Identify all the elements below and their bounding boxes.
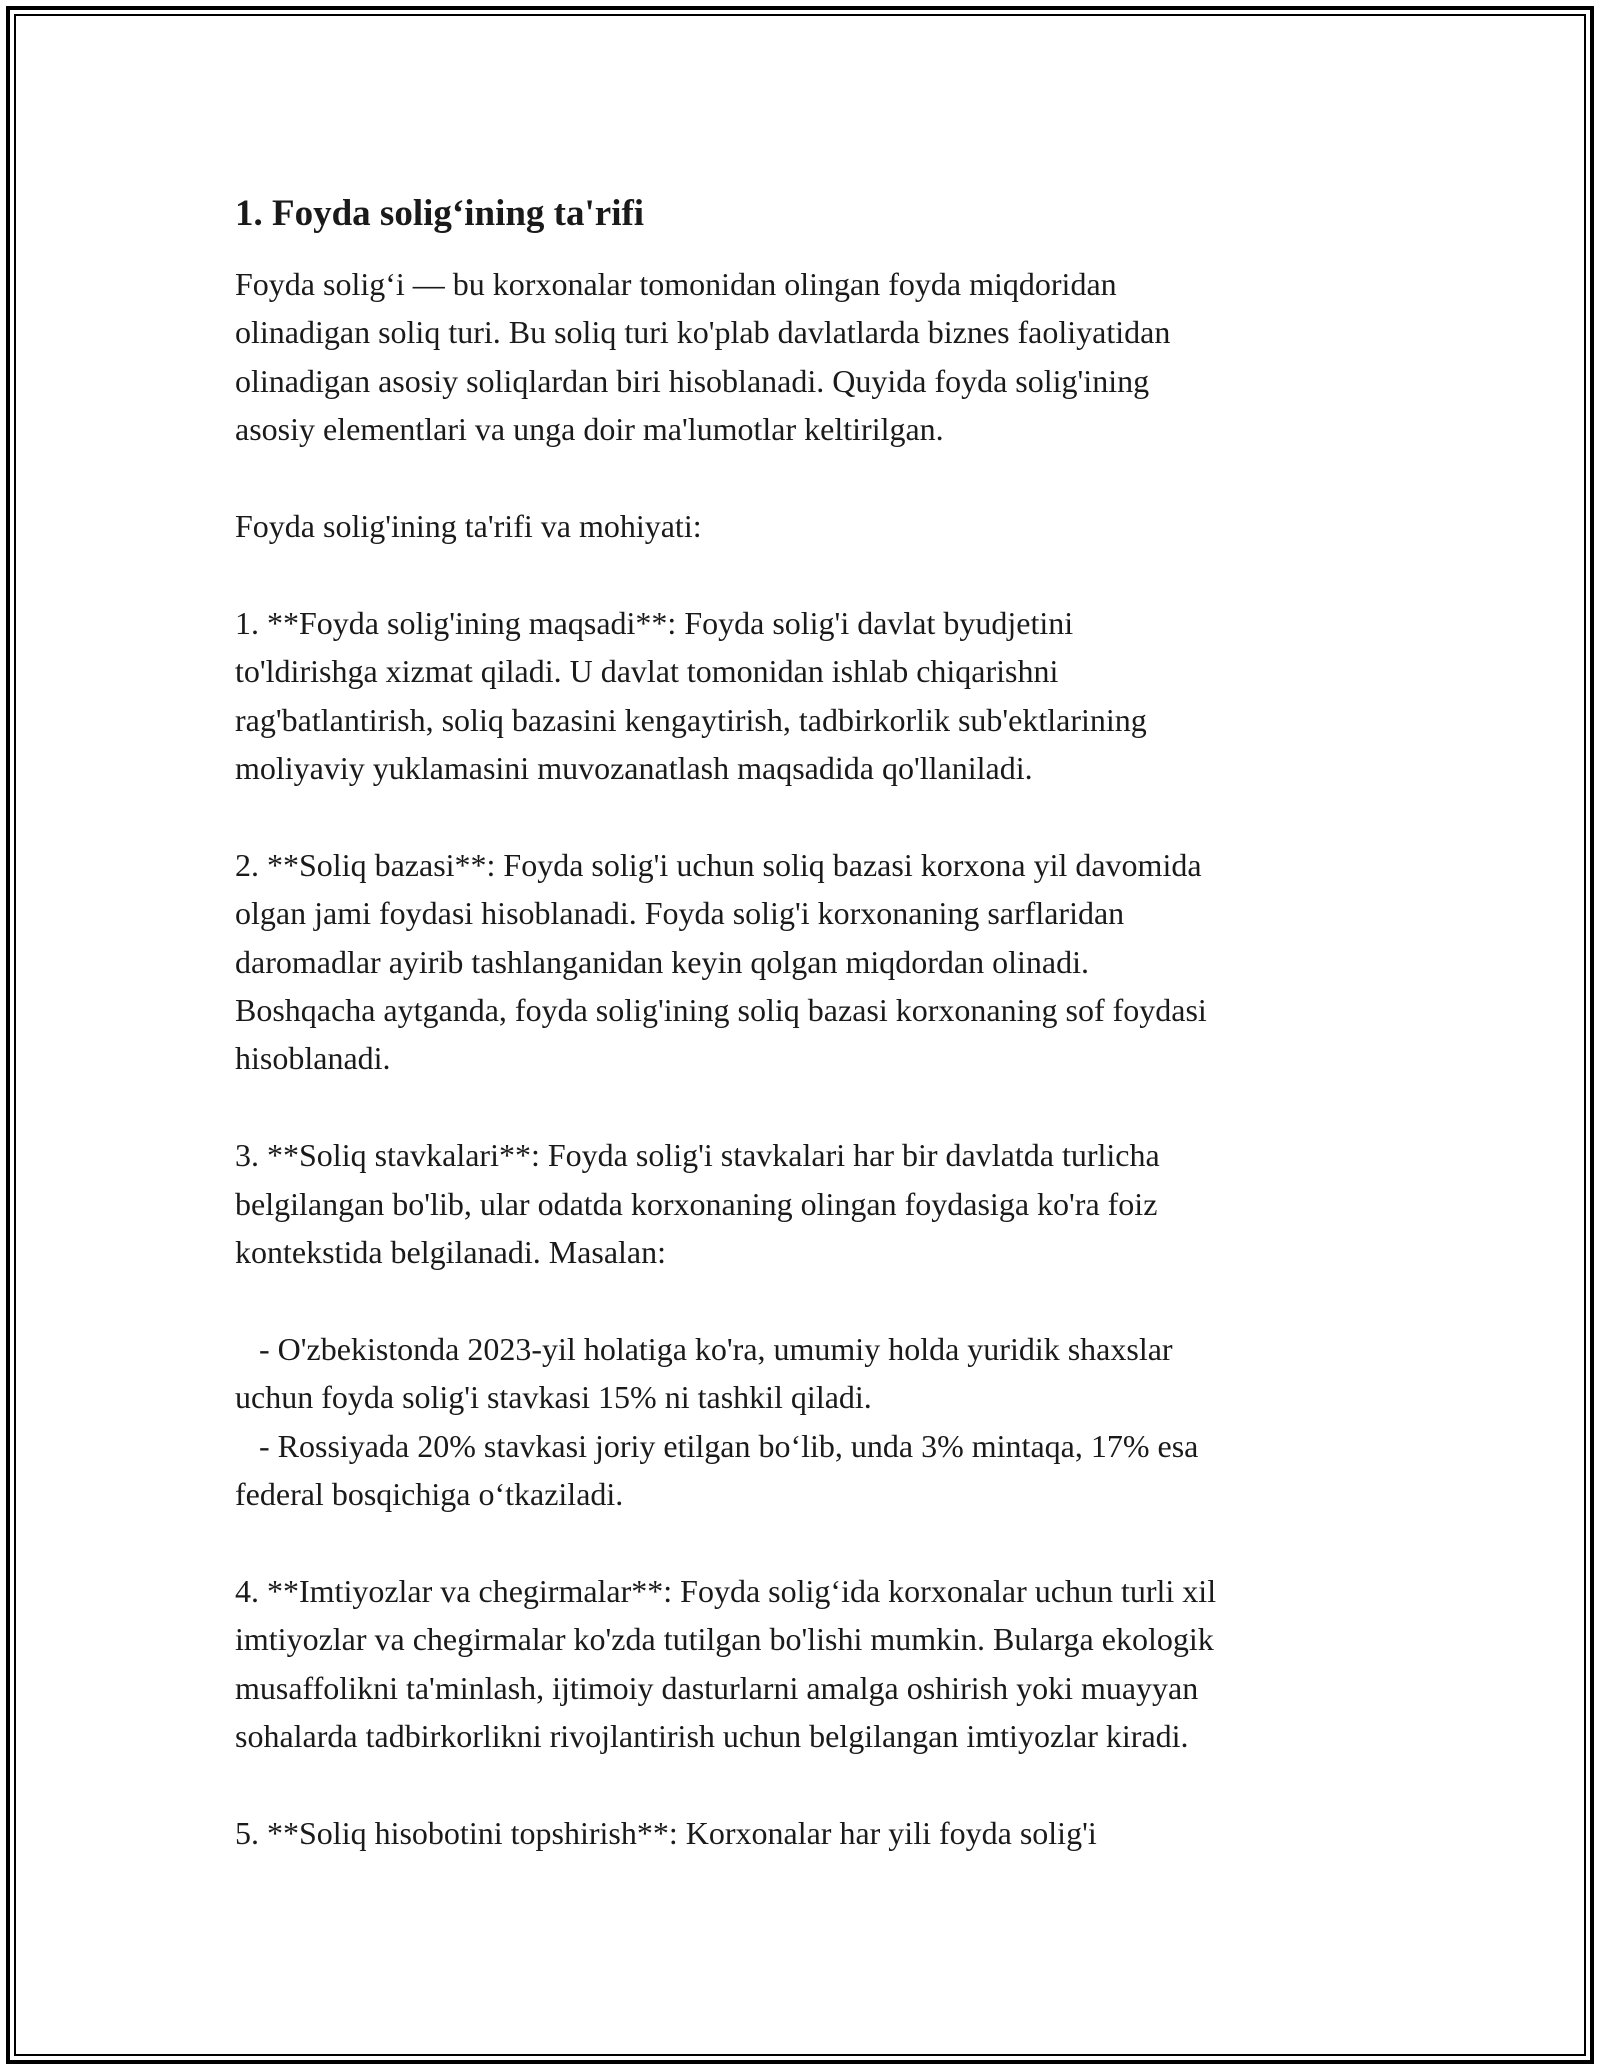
text-line: moliyaviy yuklamasini muvozanatlash maqsadida qo'llaniladi. [235,750,1033,787]
paragraph [235,841,1375,1083]
text-line: - Rossiyada 20% stavkasi joriy etilgan bo‘lib, unda 3% mintaqa, 17% esa [235,1427,1199,1464]
paragraph [235,502,1375,550]
paragraph [235,1809,1375,1857]
text-line: rag'batlantirish, soliq bazasini kengaytirish, tadbirkorlik sub'ektlarining [235,701,1147,738]
paragraph [235,1131,1375,1276]
text-line: to'ldirishga xizmat qiladi. U davlat tomonidan ishlab chiqarishni [235,653,1059,690]
text-line: uchun foyda solig'i stavkasi 15% ni tashkil qiladi. [235,1379,872,1416]
text-line: olgan jami foydasi hisoblanadi. Foyda solig'i korxonaning sarflaridan [235,895,1125,932]
text-line: - O'zbekistonda 2023-yil holatiga ko'ra, umumiy holda yuridik shaxslar [235,1330,1173,1367]
paragraph [235,599,1375,793]
paragraph [235,1567,1375,1761]
text-line: daromadlar ayirib tashlanganidan keyin qolgan miqdordan olinadi. [235,943,1089,980]
text-line: musaffolikni ta'minlash, ijtimoiy dasturlarni amalga oshirish yoki muayyan [235,1669,1199,1706]
text-line: 5. **Soliq hisobotini topshirish**: Korxonalar har yili foyda solig'i [235,1814,1097,1851]
page-title: 1. Foyda solig‘ining ta'rifi [235,193,645,234]
text-line: 2. **Soliq bazasi**: Foyda solig'i uchun soliq bazasi korxona yil davomida [235,846,1202,883]
text-line: hisoblanadi. [235,1040,391,1077]
paragraph [235,260,1375,454]
paragraph-list [235,260,1375,1857]
text-line: olinadigan soliq turi. Bu soliq turi ko'plab davlatlarda biznes faoliyatidan [235,314,1171,351]
text-line: Foyda solig‘i — bu korxonalar tomonidan olingan foyda miqdoridan [235,266,1117,302]
text-line: Foyda solig'ining ta'rifi va mohiyati: [235,508,702,545]
text-line: kontekstida belgilanadi. Masalan: [235,1234,666,1271]
text-line: belgilangan bo'lib, ular odatda korxonaning olingan foydasiga ko'ra foiz [235,1185,1158,1222]
paragraph [235,1325,1375,1519]
document-body [235,188,1375,1906]
text-line: 4. **Imtiyozlar va chegirmalar**: Foyda solig‘ida korxonalar uchun turli xil [235,1572,1217,1609]
text-line: federal bosqichiga o‘tkaziladi. [235,1476,624,1513]
text-line: 3. **Soliq stavkalari**: Foyda solig'i stavkalari har bir davlatda turlicha [235,1137,1160,1174]
text-line: imtiyozlar va chegirmalar ko'zda tutilgan bo'lishi mumkin. Bularga ekologik [235,1621,1214,1658]
text-line: olinadigan asosiy soliqlardan biri hisoblanadi. Quyida foyda solig'ining [235,362,1150,399]
text-line: asosiy elementlari va unga doir ma'lumotlar keltirilgan. [235,411,944,448]
text-line: 1. **Foyda solig'ining maqsadi**: Foyda solig'i davlat byudjetini [235,604,1074,641]
text-line: sohalarda tadbirkorlikni rivojlantirish uchun belgilangan imtiyozlar kiradi. [235,1718,1189,1755]
text-line: Boshqacha aytganda, foyda solig'ining soliq bazasi korxonaning sof foydasi [235,992,1207,1029]
